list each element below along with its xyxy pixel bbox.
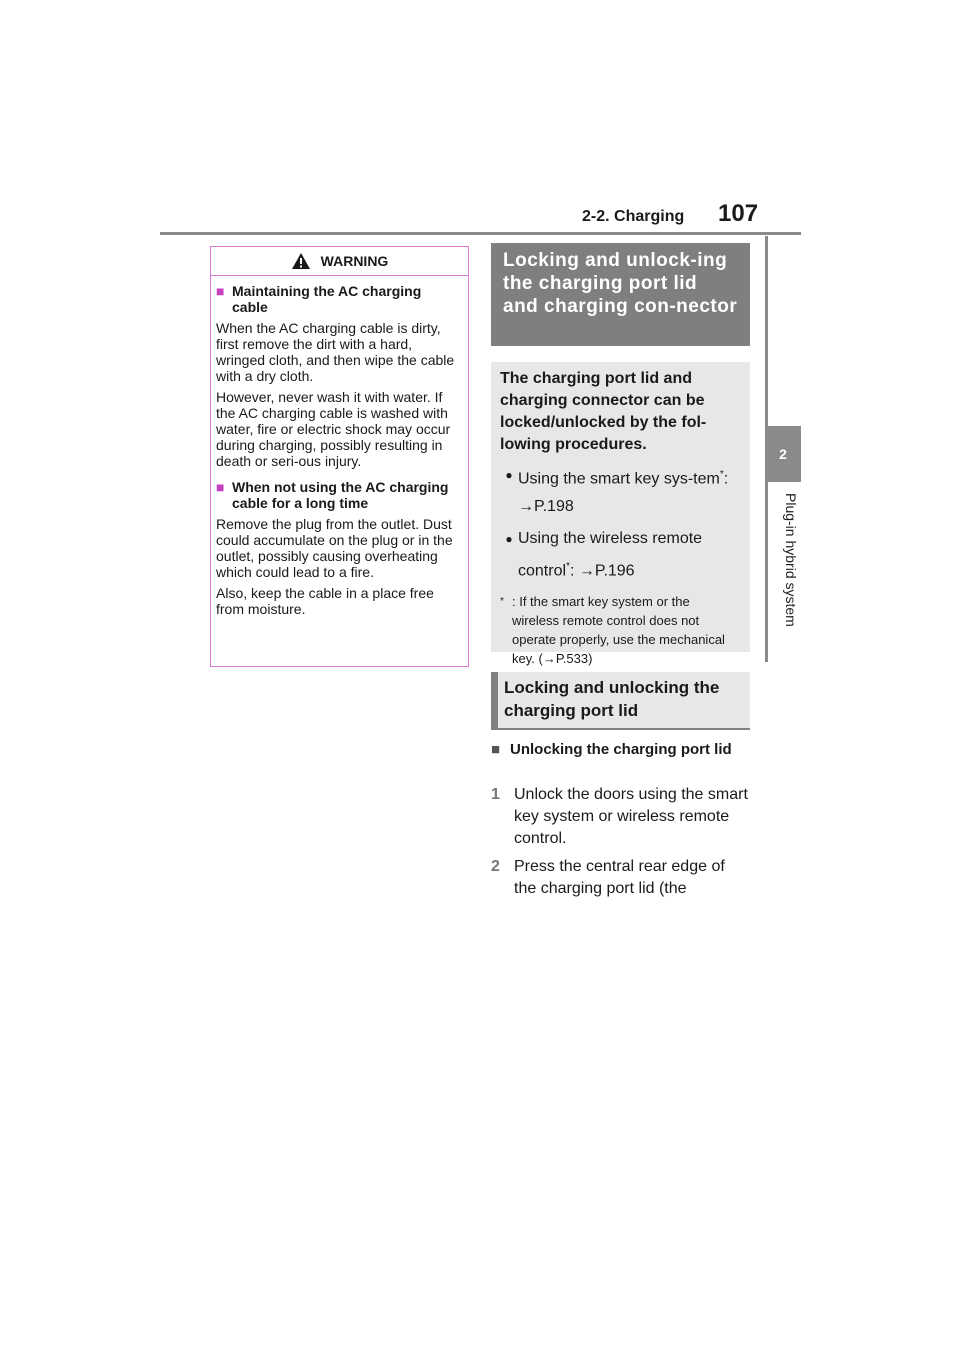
- intro-lead: The charging port lid and charging connector can be locked/unlocked by the fol-lowing procedures.: [500, 370, 707, 453]
- warning-title: WARNING: [320, 253, 389, 269]
- section-title: 2-2. Charging: [582, 208, 685, 225]
- chapter-tab: [765, 426, 801, 482]
- list-item: ● Using the smart key sys-tem*: →P.198: [505, 468, 729, 516]
- warning-paragraph: Also, keep the cable in a place free from moisture.: [216, 585, 434, 617]
- warning-paragraph: When the AC charging cable is dirty, first remove the dirt with a hard, wringed cloth, and then wipe the cable with a dry cloth.: [216, 320, 455, 384]
- chapter-label: Plug-in hybrid system: [783, 493, 799, 627]
- intro-box: [491, 362, 750, 666]
- footnote: * : If the smart key system or the wireless remote control does not operate properly, use the mechanical key. (→P.533): [500, 593, 725, 666]
- page-reference[interactable]: : →P.196: [569, 562, 635, 580]
- page-reference[interactable]: : →P.198: [518, 470, 729, 516]
- step-item: 1 Unlock the doors using the smart key system or wireless remote control.: [491, 786, 748, 847]
- warning-subheading: ■ When not using the AC charging cable for a long time: [216, 479, 449, 511]
- step-item: 2 Press the central rear edge of the charging port lid (the: [491, 858, 725, 897]
- page-number: 107: [718, 200, 759, 227]
- warning-subheading: ■ Maintaining the AC charging cable: [216, 283, 422, 315]
- warning-box: [210, 246, 469, 667]
- chapter-number: 2: [779, 446, 787, 462]
- header-divider: [160, 232, 801, 235]
- warning-header: [211, 247, 468, 276]
- section-heading: Locking and unlocking the charging port lid: [491, 672, 750, 730]
- warning-paragraph: However, never wash it with water. If the AC charging cable is washed with water, fire or electric shock may occur during charging, possibly resulting in death or seri-ous injury.: [216, 389, 451, 469]
- warning-paragraph: Remove the plug from the outlet. Dust could accumulate on the plug or in the outlet, possibly causing overheating which could lead to a fire.: [216, 516, 453, 580]
- warning-triangle-icon: [291, 252, 311, 270]
- list-item: ● Using the wireless remote control*: →P.196: [505, 530, 703, 580]
- main-section-title: Locking and unlock-ing the charging port lid and charging con-nector: [491, 243, 750, 346]
- subsection-heading: ■ Unlocking the charging port lid: [491, 741, 732, 758]
